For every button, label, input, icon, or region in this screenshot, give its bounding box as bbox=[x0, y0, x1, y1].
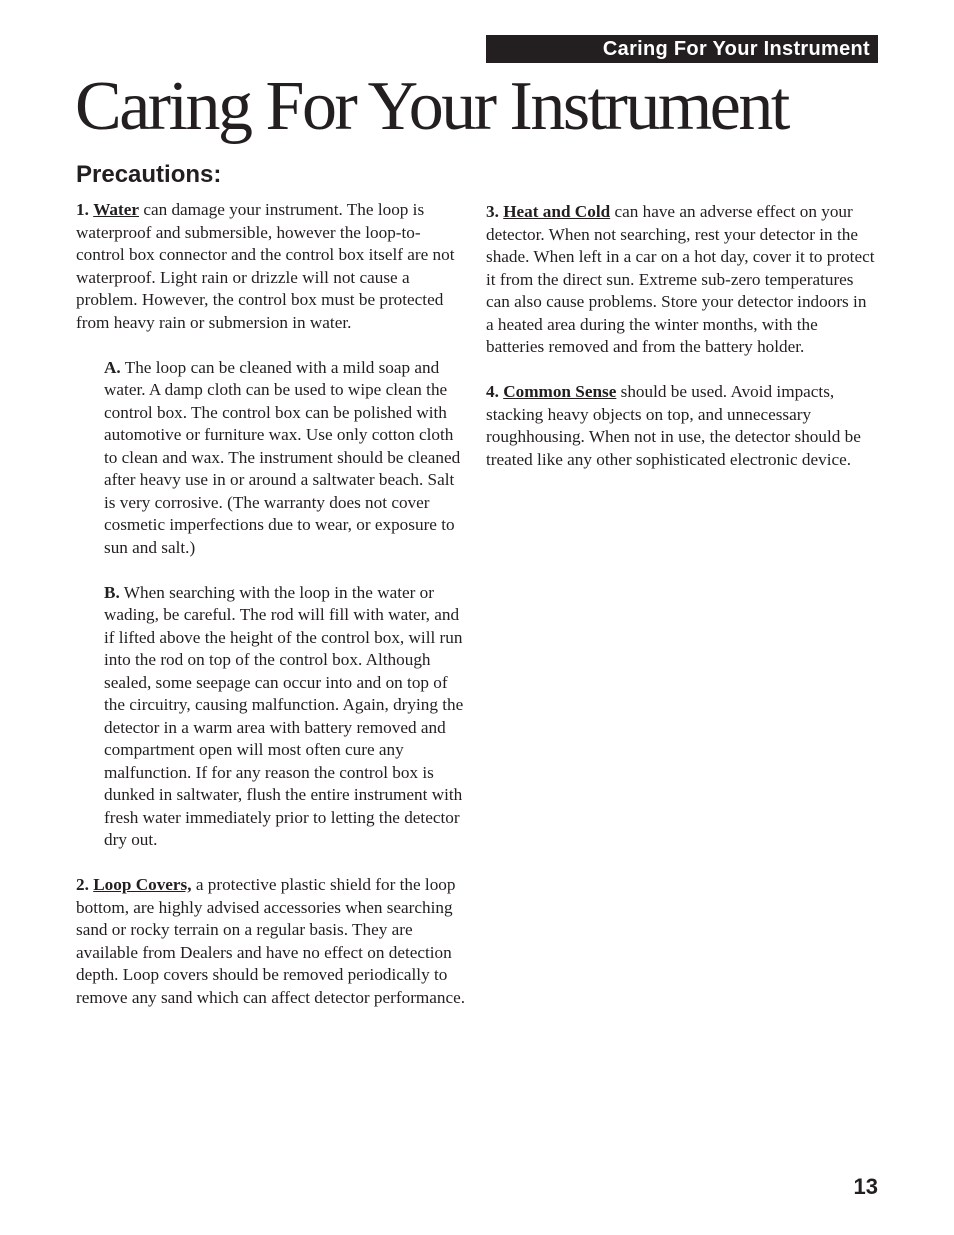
subitem-label: A. bbox=[104, 357, 121, 377]
item-number: 1. bbox=[76, 200, 89, 219]
item-text: can have an adverse effect on your detector. When not searching, rest your detector in the shade. When left in a car on a hot day, cover it to protect it from the direct sun. Extreme sub-zero temperatures can also cause problems. Store your detector indoors in a heated area during the winter months, with the batteries removed and from the battery holder. bbox=[486, 202, 875, 356]
item-term: Water bbox=[93, 200, 140, 219]
item-number: 3. bbox=[486, 202, 499, 221]
item-number: 2. bbox=[76, 875, 89, 894]
item-term: Common Sense bbox=[503, 382, 617, 401]
section-subheading: Precautions: bbox=[76, 161, 222, 188]
left-column bbox=[76, 199, 468, 1009]
item-term: Loop Covers, bbox=[93, 875, 192, 894]
item-common-sense bbox=[486, 381, 878, 471]
section-header-tab: Caring For Your Instrument bbox=[486, 35, 878, 63]
item-text: should be used. Avoid impacts, stacking heavy objects on top, and unnecessary roughhousing. When not in use, the detector should be treated like any other sophisticated electronic device. bbox=[486, 382, 861, 469]
item-text: a protective plastic shield for the loop bottom, are highly advised accessories when searching sand or rocky terrain on a regular basis. They are available from Dealers and have no effect on detection depth. Loop covers should be removed periodically to remove any sand which can affect detector performance. bbox=[76, 875, 466, 1007]
subitem-text: The loop can be cleaned with a mild soap and water. A damp cloth can be used to wipe clean the control box. The control box can be polished with automotive or furniture wax. Use only cotton cloth to clean and wax. The instrument should be cleaned after heavy use in or around a saltwater beach. Salt is very corrosive. (The warranty does not cover cosmetic imperfections due to wear, or exposure to sun and salt.) bbox=[104, 357, 461, 557]
item-number: 4. bbox=[486, 382, 499, 401]
page-number: 13 bbox=[853, 1174, 878, 1199]
subitem-text: When searching with the loop in the water or wading, be careful. The rod will fill with water, and if lifted above the height of the control box, will run into the rod on top of the control box. Although sealed, some seepage can occur into and on top of the circuitry, causing malfunction. Again, drying the detector in a warm area with battery removed and compartment open will most often cure any malfunction. If for any reason the control box is dunked in saltwater, flush the entire instrument with fresh water immediately prior to letting the detector dry out. bbox=[104, 582, 464, 849]
item-loop-covers bbox=[76, 874, 468, 1009]
subitem-a bbox=[104, 357, 468, 560]
item-term: Heat and Cold bbox=[503, 202, 611, 221]
subitem-label: B. bbox=[104, 582, 120, 602]
page-title: Caring For Your Instrument bbox=[75, 68, 788, 145]
item-heat-and-cold bbox=[486, 201, 878, 359]
item-water bbox=[76, 199, 468, 334]
right-column bbox=[486, 201, 878, 471]
item-text: can damage your instrument. The loop is waterproof and submersible, however the loop-to-control box connector and the control box itself are not waterproof. Light rain or drizzle will not cause a problem. However, the control box must be protected from heavy rain or submersion in water. bbox=[76, 200, 455, 332]
subitem-b bbox=[104, 582, 468, 852]
